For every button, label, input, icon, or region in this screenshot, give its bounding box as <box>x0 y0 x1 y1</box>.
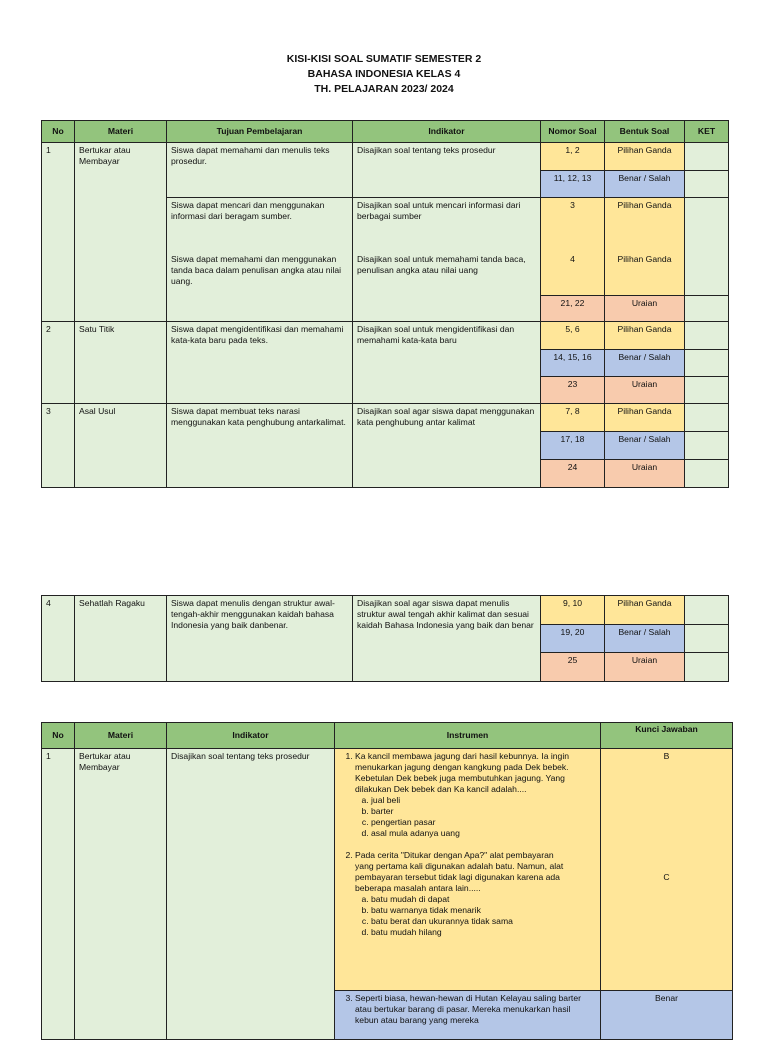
nomor-soal-cell: 25 <box>541 653 605 682</box>
nomor-soal-cell: 5, 6 <box>541 322 605 350</box>
bentuk-soal-cell: Pilihan Ganda <box>605 596 685 625</box>
document-title <box>0 52 768 97</box>
nomor-soal-cell: 1, 2 <box>541 143 605 171</box>
header-no: No <box>42 723 75 749</box>
header-materi: Materi <box>75 723 167 749</box>
bentuk-soal-cell: Benar / Salah <box>605 432 685 460</box>
bentuk-soal-cell: Uraian <box>605 377 685 404</box>
table-row <box>42 749 733 991</box>
answer-key: B <box>663 751 670 761</box>
bentuk-soal-cell: Pilihan Ganda <box>605 198 685 252</box>
bentuk-soal-cell: Uraian <box>605 296 685 322</box>
option-list <box>355 894 596 938</box>
question-stem: yang pertama kali digunakan adalah batu. Namun, alat pembayaran tersebut tidak lagi digunakan karena ada beberapa masalah antara lain..... <box>355 861 564 893</box>
header-indikator: Indikator <box>167 723 335 749</box>
row-no: 1 <box>42 143 75 322</box>
title-line-1: KISI-KISI SOAL SUMATIF SEMESTER 2 <box>286 53 482 65</box>
option-item: d. asal mula adanya uang <box>371 828 596 839</box>
ket-cell <box>685 350 729 377</box>
ket-cell <box>685 653 729 682</box>
kisi-kisi-table <box>41 120 729 488</box>
indikator-cell: Disajikan soal tentang teks prosedur <box>353 143 541 198</box>
bentuk-soal-cell: Pilihan Ganda <box>605 252 685 296</box>
instrumen-table <box>41 722 733 1040</box>
header-materi: Materi <box>75 121 167 143</box>
table-header-row <box>42 121 729 143</box>
indikator-cell: Disajikan soal tentang teks prosedur <box>167 749 335 1040</box>
instrumen-cell <box>335 749 601 991</box>
row-materi: Sehatlah Ragaku <box>75 596 167 682</box>
tujuan-cell: Siswa dapat memahami dan menggunakan tanda baca dalam penulisan angka atau nilai uang. <box>167 252 353 322</box>
nomor-soal-cell: 3 <box>541 198 605 252</box>
row-no: 2 <box>42 322 75 404</box>
option-item: a. jual beli <box>371 795 596 806</box>
bentuk-soal-cell: Uraian <box>605 653 685 682</box>
answer-key: C <box>663 872 670 882</box>
ket-cell <box>685 625 729 653</box>
ket-cell <box>685 432 729 460</box>
bentuk-soal-cell: Pilihan Ganda <box>605 143 685 171</box>
question-stem: Pada cerita "Ditukar dengan Apa?" alat pembayaran <box>355 850 554 860</box>
ket-cell <box>685 404 729 432</box>
tujuan-cell: Siswa dapat mencari dan menggunakan informasi dari beragam sumber. <box>167 198 353 252</box>
header-nomor-soal: Nomor Soal <box>541 121 605 143</box>
kisi-kisi-table-continued <box>41 595 729 682</box>
nomor-soal-cell: 24 <box>541 460 605 488</box>
bentuk-soal-cell: Pilihan Ganda <box>605 322 685 350</box>
indikator-cell: Disajikan soal untuk mencari informasi dari berbagai sumber <box>353 198 541 252</box>
nomor-soal-cell: 23 <box>541 377 605 404</box>
row-materi: Satu Titik <box>75 322 167 404</box>
question-list <box>339 751 596 938</box>
table-row <box>42 596 729 625</box>
bentuk-soal-cell: Uraian <box>605 460 685 488</box>
bentuk-soal-cell: Benar / Salah <box>605 625 685 653</box>
ket-cell <box>685 252 729 296</box>
header-instrumen: Instrumen <box>335 723 601 749</box>
option-item: b. batu warnanya tidak menarik <box>371 905 596 916</box>
question-item <box>355 850 596 938</box>
row-no: 1 <box>42 749 75 1040</box>
indikator-cell: Disajikan soal agar siswa dapat menggunakan kata penghubung antar kalimat <box>353 404 541 488</box>
ket-cell <box>685 198 729 252</box>
question-item <box>355 993 596 1026</box>
option-item: a. batu mudah di dapat <box>371 894 596 905</box>
nomor-soal-cell: 11, 12, 13 <box>541 171 605 198</box>
row-materi: Bertukar atau Membayar <box>75 143 167 322</box>
table-row <box>42 322 729 350</box>
tujuan-cell: Siswa dapat mengidentifikasi dan memahami kata-kata baru pada teks. <box>167 322 353 404</box>
tujuan-cell: Siswa dapat membuat teks narasi menggunakan kata penghubung antarkalimat. <box>167 404 353 488</box>
nomor-soal-cell: 19, 20 <box>541 625 605 653</box>
title-line-3: TH. PELAJARAN 2023/ 2024 <box>314 83 454 95</box>
indikator-cell: Disajikan soal untuk mengidentifikasi dan memahami kata-kata baru <box>353 322 541 404</box>
ket-cell <box>685 460 729 488</box>
header-indikator: Indikator <box>353 121 541 143</box>
nomor-soal-cell: 17, 18 <box>541 432 605 460</box>
question-list <box>339 993 596 1026</box>
question-item <box>355 751 596 839</box>
option-item: b. barter <box>371 806 596 817</box>
option-list <box>355 795 596 839</box>
table-header-row <box>42 723 733 749</box>
bentuk-soal-cell: Pilihan Ganda <box>605 404 685 432</box>
tujuan-cell: Siswa dapat menulis dengan struktur awal-tengah-akhir menggunakan kaidah bahasa Indonesia yang baik danbenar. <box>167 596 353 682</box>
tujuan-cell: Siswa dapat memahami dan menulis teks prosedur. <box>167 143 353 198</box>
indikator-cell: Disajikan soal agar siswa dapat menulis struktur awal tengah akhir kalimat dan sesuai kaidah Bahasa Indonesia yang baik dan benar <box>353 596 541 682</box>
title-line-2: BAHASA INDONESIA KELAS 4 <box>307 68 461 80</box>
ket-cell <box>685 296 729 322</box>
header-kunci-jawaban: Kunci Jawaban <box>601 723 733 749</box>
answer-key: Benar <box>655 993 678 1003</box>
row-no: 4 <box>42 596 75 682</box>
instrumen-cell <box>335 991 601 1040</box>
ket-cell <box>685 143 729 171</box>
kunci-jawaban-cell <box>601 749 733 991</box>
option-item: c. pengertian pasar <box>371 817 596 828</box>
header-bentuk-soal: Bentuk Soal <box>605 121 685 143</box>
nomor-soal-cell: 14, 15, 16 <box>541 350 605 377</box>
kunci-jawaban-cell <box>601 991 733 1040</box>
question-stem: Ka kancil membawa jagung dari hasil kebunnya. Ia ingin menukarkan jagung dengan kangkung pada Dek bebek. Kebetulan Dek bebek juga membutuhkan jagung. Yang dilakukan Dek bebek dan Ka kancil adalah.... <box>355 751 570 794</box>
header-tujuan: Tujuan Pembelajaran <box>167 121 353 143</box>
ket-cell <box>685 322 729 350</box>
ket-cell <box>685 377 729 404</box>
indikator-cell: Disajikan soal untuk memahami tanda baca, penulisan angka atau nilai uang <box>353 252 541 322</box>
row-materi: Bertukar atau Membayar <box>75 749 167 1040</box>
ket-cell <box>685 171 729 198</box>
row-materi: Asal Usul <box>75 404 167 488</box>
header-ket: KET <box>685 121 729 143</box>
table-row <box>42 143 729 171</box>
nomor-soal-cell: 21, 22 <box>541 296 605 322</box>
table-row <box>42 404 729 432</box>
nomor-soal-cell: 7, 8 <box>541 404 605 432</box>
option-item: c. batu berat dan ukurannya tidak sama <box>371 916 596 927</box>
ket-cell <box>685 596 729 625</box>
option-item: d. batu mudah hilang <box>371 927 596 938</box>
bentuk-soal-cell: Benar / Salah <box>605 171 685 198</box>
header-no: No <box>42 121 75 143</box>
nomor-soal-cell: 9, 10 <box>541 596 605 625</box>
bentuk-soal-cell: Benar / Salah <box>605 350 685 377</box>
nomor-soal-cell: 4 <box>541 252 605 296</box>
question-stem: Seperti biasa, hewan-hewan di Hutan Kelayau saling barter atau bertukar barang di pasar. Mereka menukarkan hasil kebun atau barang yang mereka <box>355 993 581 1025</box>
row-no: 3 <box>42 404 75 488</box>
